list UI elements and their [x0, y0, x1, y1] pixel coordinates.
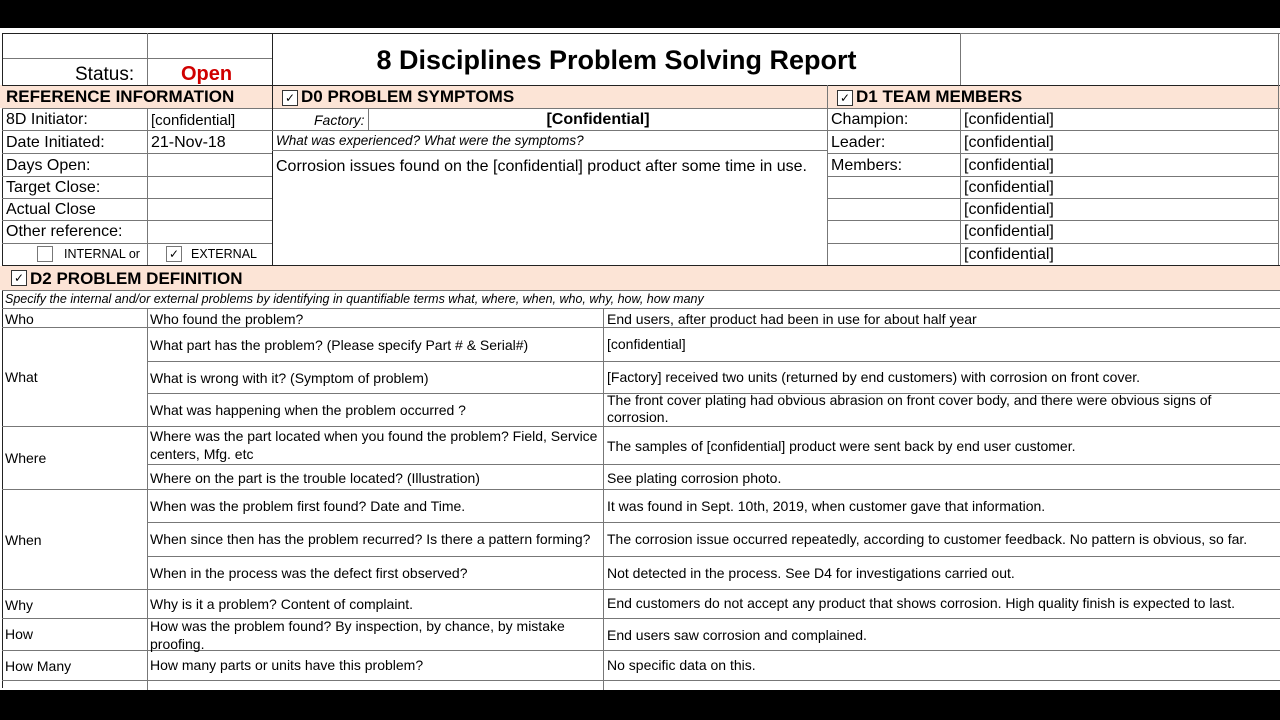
d2-question: Where on the part is the trouble located? (Illustration): [150, 470, 480, 486]
d2-answer[interactable]: See plating corrosion photo.: [607, 470, 782, 486]
team-name[interactable]: [confidential]: [964, 201, 1054, 218]
d2-group-when: When: [5, 532, 42, 548]
spreadsheet-sheet: [0, 28, 1280, 690]
d2-instruction: Specify the internal and/or external problems by identifying in quantifiable terms what, where, when, who, why, how, how many: [5, 292, 704, 306]
team-name[interactable]: [confidential]: [964, 179, 1054, 196]
d2-group-what: What: [5, 369, 38, 385]
d2-question: Who found the problem?: [150, 311, 304, 327]
team-role: Leader:: [831, 134, 886, 151]
ref-row-label: Days Open:: [6, 157, 91, 174]
team-name[interactable]: [confidential]: [964, 246, 1054, 263]
d2-group-where: Where: [5, 450, 47, 466]
d2-question: When was the problem first found? Date and Time.: [150, 498, 466, 514]
d2-group-how: How: [5, 626, 34, 642]
external-label: EXTERNAL: [191, 247, 257, 261]
d2-question: What is wrong with it? (Symptom of problem): [150, 370, 429, 386]
d2-answer[interactable]: No specific data on this.: [607, 657, 756, 673]
ref-row-label: Target Close:: [6, 179, 101, 196]
d2-checkbox[interactable]: ✓: [11, 270, 27, 286]
d2-question: When since then has the problem recurred? Is there a pattern forming?: [150, 531, 591, 547]
factory-value[interactable]: [Confidential]: [546, 111, 650, 128]
team-name[interactable]: [confidential]: [964, 134, 1054, 151]
reference-section-title: REFERENCE INFORMATION: [6, 87, 235, 106]
ref-row-label: 8D Initiator:: [6, 111, 88, 128]
d0-checkbox[interactable]: ✓: [282, 90, 298, 106]
d2-answer[interactable]: End customers do not accept any product that shows corrosion. High quality finish is expected to last.: [607, 595, 1235, 611]
ref-row-label: Other reference:: [6, 223, 123, 240]
d2-answer[interactable]: The front cover plating had obvious abrasion on front cover body, and there were obvious signs of corrosion.: [607, 392, 1212, 425]
team-role: Champion:: [831, 111, 909, 128]
d2-group-how-many: How Many: [5, 658, 72, 674]
d2-answer[interactable]: It was found in Sept. 10th, 2019, when customer gave that information.: [607, 498, 1046, 514]
d2-answer[interactable]: [confidential]: [607, 336, 686, 352]
d2-group-who: Who: [5, 311, 34, 327]
team-role: Members:: [831, 157, 903, 174]
ref-row-label: Actual Close: [6, 201, 96, 218]
status-label: Status:: [75, 64, 135, 85]
ref-row-label: Date Initiated:: [6, 134, 105, 151]
team-name[interactable]: [confidential]: [964, 111, 1054, 128]
d2-group-why: Why: [5, 597, 33, 613]
external-checkbox[interactable]: [166, 246, 182, 262]
d0-answer[interactable]: Corrosion issues found on the [confidential] product after some time in use.: [276, 158, 807, 175]
check-icon: ✓: [168, 247, 180, 261]
internal-label: INTERNAL or: [64, 247, 140, 261]
d2-answer[interactable]: End users saw corrosion and complained.: [607, 627, 867, 643]
d0-prompt: What was experienced? What were the symptoms?: [276, 133, 584, 148]
team-name[interactable]: [confidential]: [964, 223, 1054, 240]
internal-checkbox[interactable]: [37, 246, 53, 262]
d2-question: What part has the problem? (Please specify Part # & Serial#): [150, 337, 529, 353]
d2-answer[interactable]: The corrosion issue occurred repeatedly, according to customer feedback. No pattern is obvious, so far.: [607, 531, 1248, 547]
d0-section-title: D0 PROBLEM SYMPTOMS: [301, 87, 515, 106]
team-name[interactable]: [confidential]: [964, 157, 1054, 174]
factory-label: Factory:: [314, 112, 365, 128]
d2-question: Why is it a problem? Content of complaint.: [150, 596, 414, 612]
d2-answer[interactable]: The samples of [confidential] product were sent back by end user customer.: [607, 438, 1076, 454]
ref-row-value[interactable]: [confidential]: [151, 112, 236, 129]
d1-section-title: D1 TEAM MEMBERS: [856, 87, 1023, 106]
status-value[interactable]: Open: [181, 63, 233, 85]
d2-question: Where was the part located when you found the problem? Field, Service centers, Mfg. etc: [150, 428, 598, 462]
ref-row-value[interactable]: 21-Nov-18: [151, 134, 226, 151]
d2-question: When in the process was the defect first observed?: [150, 565, 468, 581]
d1-checkbox[interactable]: ✓: [837, 90, 853, 106]
d2-question: What was happening when the problem occurred ?: [150, 402, 466, 418]
d2-answer[interactable]: End users, after product had been in use for about half year: [607, 311, 977, 327]
d2-question: How many parts or units have this problem?: [150, 657, 424, 673]
d2-answer[interactable]: [Factory] received two units (returned by end customers) with corrosion on front cover.: [607, 369, 1141, 385]
page-title: 8 Disciplines Problem Solving Report: [376, 45, 857, 75]
d2-section-title: D2 PROBLEM DEFINITION: [30, 269, 243, 288]
d2-question: How was the problem found? By inspection, by chance, by mistake proofing.: [150, 618, 565, 652]
d2-answer[interactable]: Not detected in the process. See D4 for investigations carried out.: [607, 565, 1015, 581]
